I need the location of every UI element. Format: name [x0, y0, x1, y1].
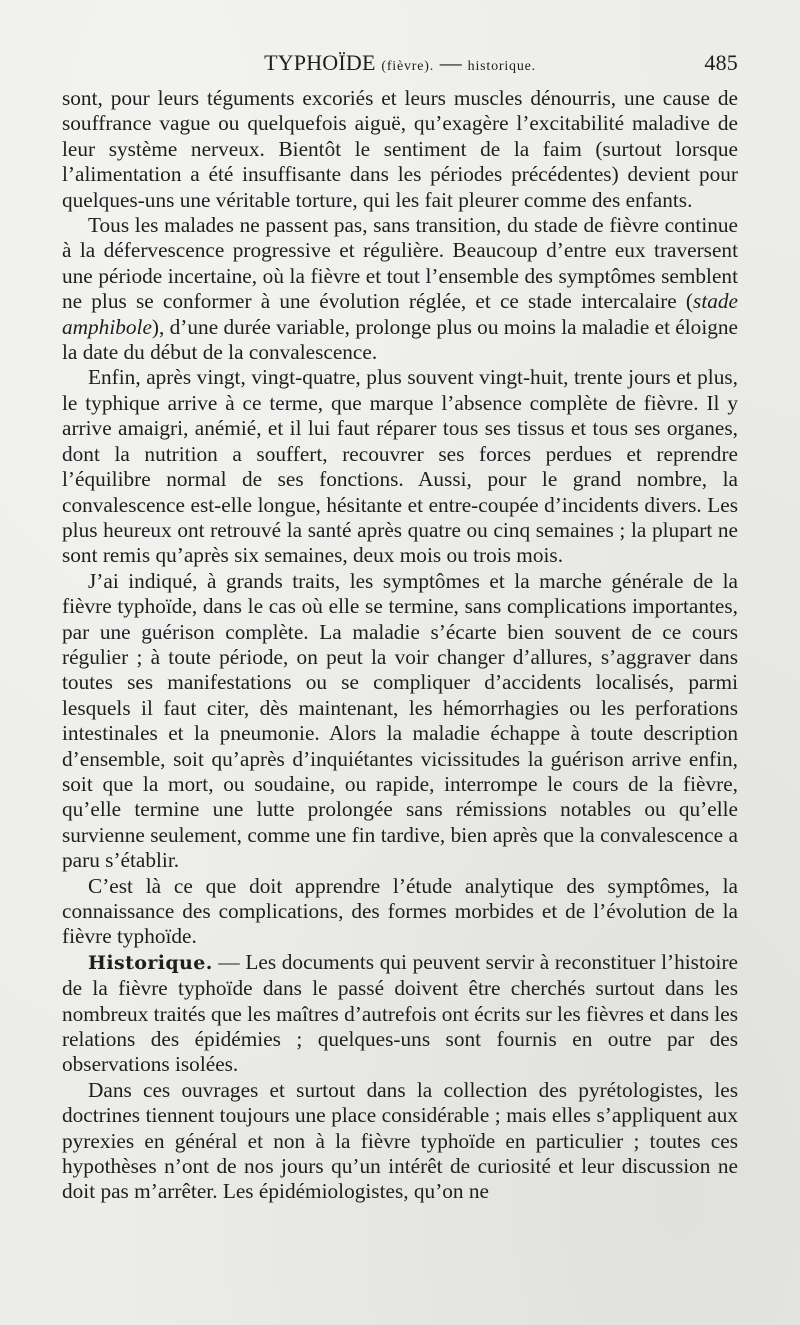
- emphasis-stade-amphibole: stade amphibole: [62, 289, 738, 339]
- paragraph-continued: sont, pour leurs téguments excoriés et leurs muscles dénourris, une cause de souffrance vague ou quelquefois aiguë, qu’exagère l’excitabilité maladive de leur système nerveux. Bientôt le sentiment de la faim (surtout lorsque l’alimentation a été insuffisante dans les périodes précédentes) devient pour quelques-uns une véritable torture, qui les fait pleurer comme des enfants.: [62, 86, 738, 212]
- running-title-section: historique.: [467, 59, 536, 74]
- running-title-separator: —: [439, 50, 462, 75]
- page-number: 485: [704, 50, 738, 75]
- running-title-main: TYPHOÏDE: [264, 50, 376, 75]
- paragraph-pyretologistes: Dans ces ouvrages et surtout dans la collection des pyrétologistes, les doctrines tiennent toujours une place considérable ; mais elles s’appliquent aux pyrexies en général et non à la fièvre typhoïde en particulier ; toutes ces hypothèses n’ont de nos jours qu’un intérêt de curiosité et leur discussion ne doit pas m’arrêter. Les épidémiologistes, qu’on ne: [62, 1077, 738, 1204]
- paragraph-text: — Les documents qui peuvent servir à reconstituer l’histoire de la fièvre typhoïde dans le passé doivent être cherchés surtout dans les nombreux traités que les maîtres d’autrefois ont écrits sur les fièvres et dans les relations des épidémies ; quelques-uns sont fournis en outre par des observations isolées.: [62, 949, 738, 1077]
- paragraph-historique: [62, 950, 738, 1078]
- paragraph-text: Tous les malades ne passent pas, sans transition, du stade de fièvre continue à la défervescence progressive et régulière. Beaucoup d’entre eux traversent une période incertaine, où la fièvre et tout l’ensemble des symptômes semblent ne plus se conformer à une évolution réglée, et ce stade intercalaire (: [62, 213, 738, 314]
- paragraph-etude-analytique: C’est là ce que doit apprendre l’étude analytique des symptômes, la connaissance des complications, des formes morbides et de l’évolution de la fièvre typhoïde.: [62, 873, 738, 949]
- paragraph-convalescence: Enfin, après vingt, vingt-quatre, plus souvent vingt-huit, trente jours et plus, le typhique arrive à ce terme, que marque l’absence complète de fièvre. Il y arrive amaigri, anémié, et il lui faut réparer tous ses tissus et tous ses organes, dont la nutrition a souffert, recouvrer ses forces perdues et reprendre l’équilibre normal de ses fonctions. Aussi, pour le grand nombre, la convalescence est-elle longue, hésitante et entre-coupée d’incidents divers. Les plus heureux ont retrouvé la santé après quatre ou cinq semaines ; la plupart ne sont remis qu’après six semaines, deux mois ou trois mois.: [62, 365, 738, 568]
- paragraph-complications: J’ai indiqué, à grands traits, les symptômes et la marche générale de la fièvre typhoïde, dans le cas où elle se termine, sans complications importantes, par une guérison complète. La maladie s’écarte bien souvent de ce cours régulier ; à toute période, on peut la voir changer d’allures, s’aggraver dans toutes ses manifestations ou se compliquer d’accidents localisés, parmi lesquels il faut citer, dès maintenant, les hémorrhagies ou les perforations intestinales et la pneumonie. Alors la maladie échappe à toute description d’ensemble, soit qu’après d’inquiétantes vicissitudes la guérison arrive enfin, soit que la mort, ou soudaine, ou rapide, interrompe le cours de la fièvre, qu’elle termine une lutte prolongée sans rémissions notables ou qu’elle survienne seulement, comme une fin tardive, bien après que la convalescence a paru s’établir.: [62, 568, 738, 873]
- running-title-paren: (fièvre).: [381, 59, 435, 74]
- section-heading-historique: Historique.: [88, 951, 213, 974]
- body-text: [62, 86, 738, 1205]
- paragraph-text: ), d’une durée variable, prolonge plus ou moins la maladie et éloigne la date du début de la convalescence.: [62, 314, 738, 365]
- running-title: [62, 50, 738, 76]
- running-header: [62, 50, 738, 80]
- paragraph-stade-amphibole: [62, 213, 738, 365]
